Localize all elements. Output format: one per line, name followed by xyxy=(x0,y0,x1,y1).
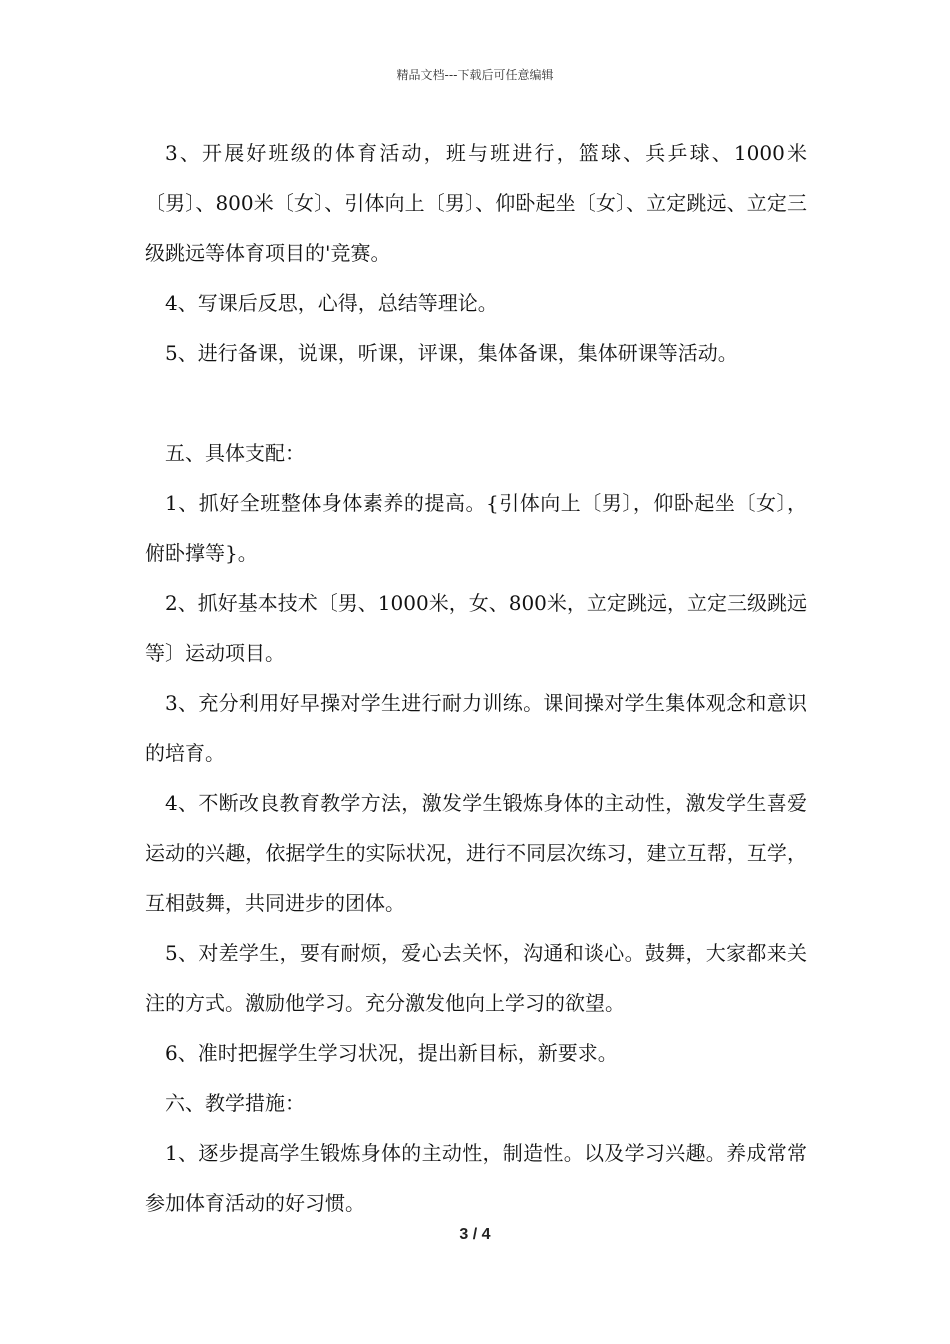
paragraph-progress-tracking: 6、准时把握学生学习状况，提出新目标，新要求。 xyxy=(165,1041,618,1065)
paragraph-teaching-methods: 4、不断改良教育教学方法，激发学生锻炼身体的主动性，激发学生喜爱运动的兴趣，依据学生的实际状况，进行不同层次练习，建立互帮，互学，互相鼓舞，共同进步的团体。 xyxy=(145,791,807,915)
paragraph-struggling-students: 5、对差学生，要有耐烦，爱心去关怀，沟通和谈心。鼓舞，大家都来关注的方式。激励他学习。充分激发他向上学习的欲望。 xyxy=(145,941,807,1015)
paragraph-morning-exercise: 3、充分利用好早操对学生进行耐力训练。课间操对学生集体观念和意识的培育。 xyxy=(145,691,807,765)
paragraph-reflection: 4、写课后反思，心得，总结等理论。 xyxy=(165,291,498,315)
paragraph-basic-skills: 2、抓好基本技术〔男、1000米，女、800米，立定跳远，立定三级跳远等〕运动项目。 xyxy=(145,591,807,665)
section-spacer xyxy=(145,378,807,428)
paragraph-activities: 3、开展好班级的体育活动，班与班进行，篮球、兵乒球、1000米〔男〕、800米〔女〕、引体向上〔男〕、仰卧起坐〔女〕、立定跳远、立定三级跳远等体育项目的'竞赛。 xyxy=(145,141,807,265)
section-heading-measures: 六、教学措施： xyxy=(165,1091,305,1115)
page-number: 3 / 4 xyxy=(459,1226,491,1243)
paragraph-lesson-prep: 5、进行备课，说课，听课，评课，集体备课，集体研课等活动。 xyxy=(165,341,738,365)
page-header: 精品文档---下载后可任意编辑 xyxy=(396,68,554,82)
paragraph-fitness: 1、抓好全班整体身体素养的提高。{引体向上〔男〕，仰卧起坐〔女〕，俯卧撑等}。 xyxy=(145,491,807,565)
paragraph-initiative: 1、逐步提高学生锻炼身体的主动性，制造性。以及学习兴趣。养成常常参加体育活动的好习惯。 xyxy=(145,1141,807,1215)
document-body xyxy=(145,128,807,1228)
section-heading-arrangement: 五、具体支配： xyxy=(165,441,305,465)
